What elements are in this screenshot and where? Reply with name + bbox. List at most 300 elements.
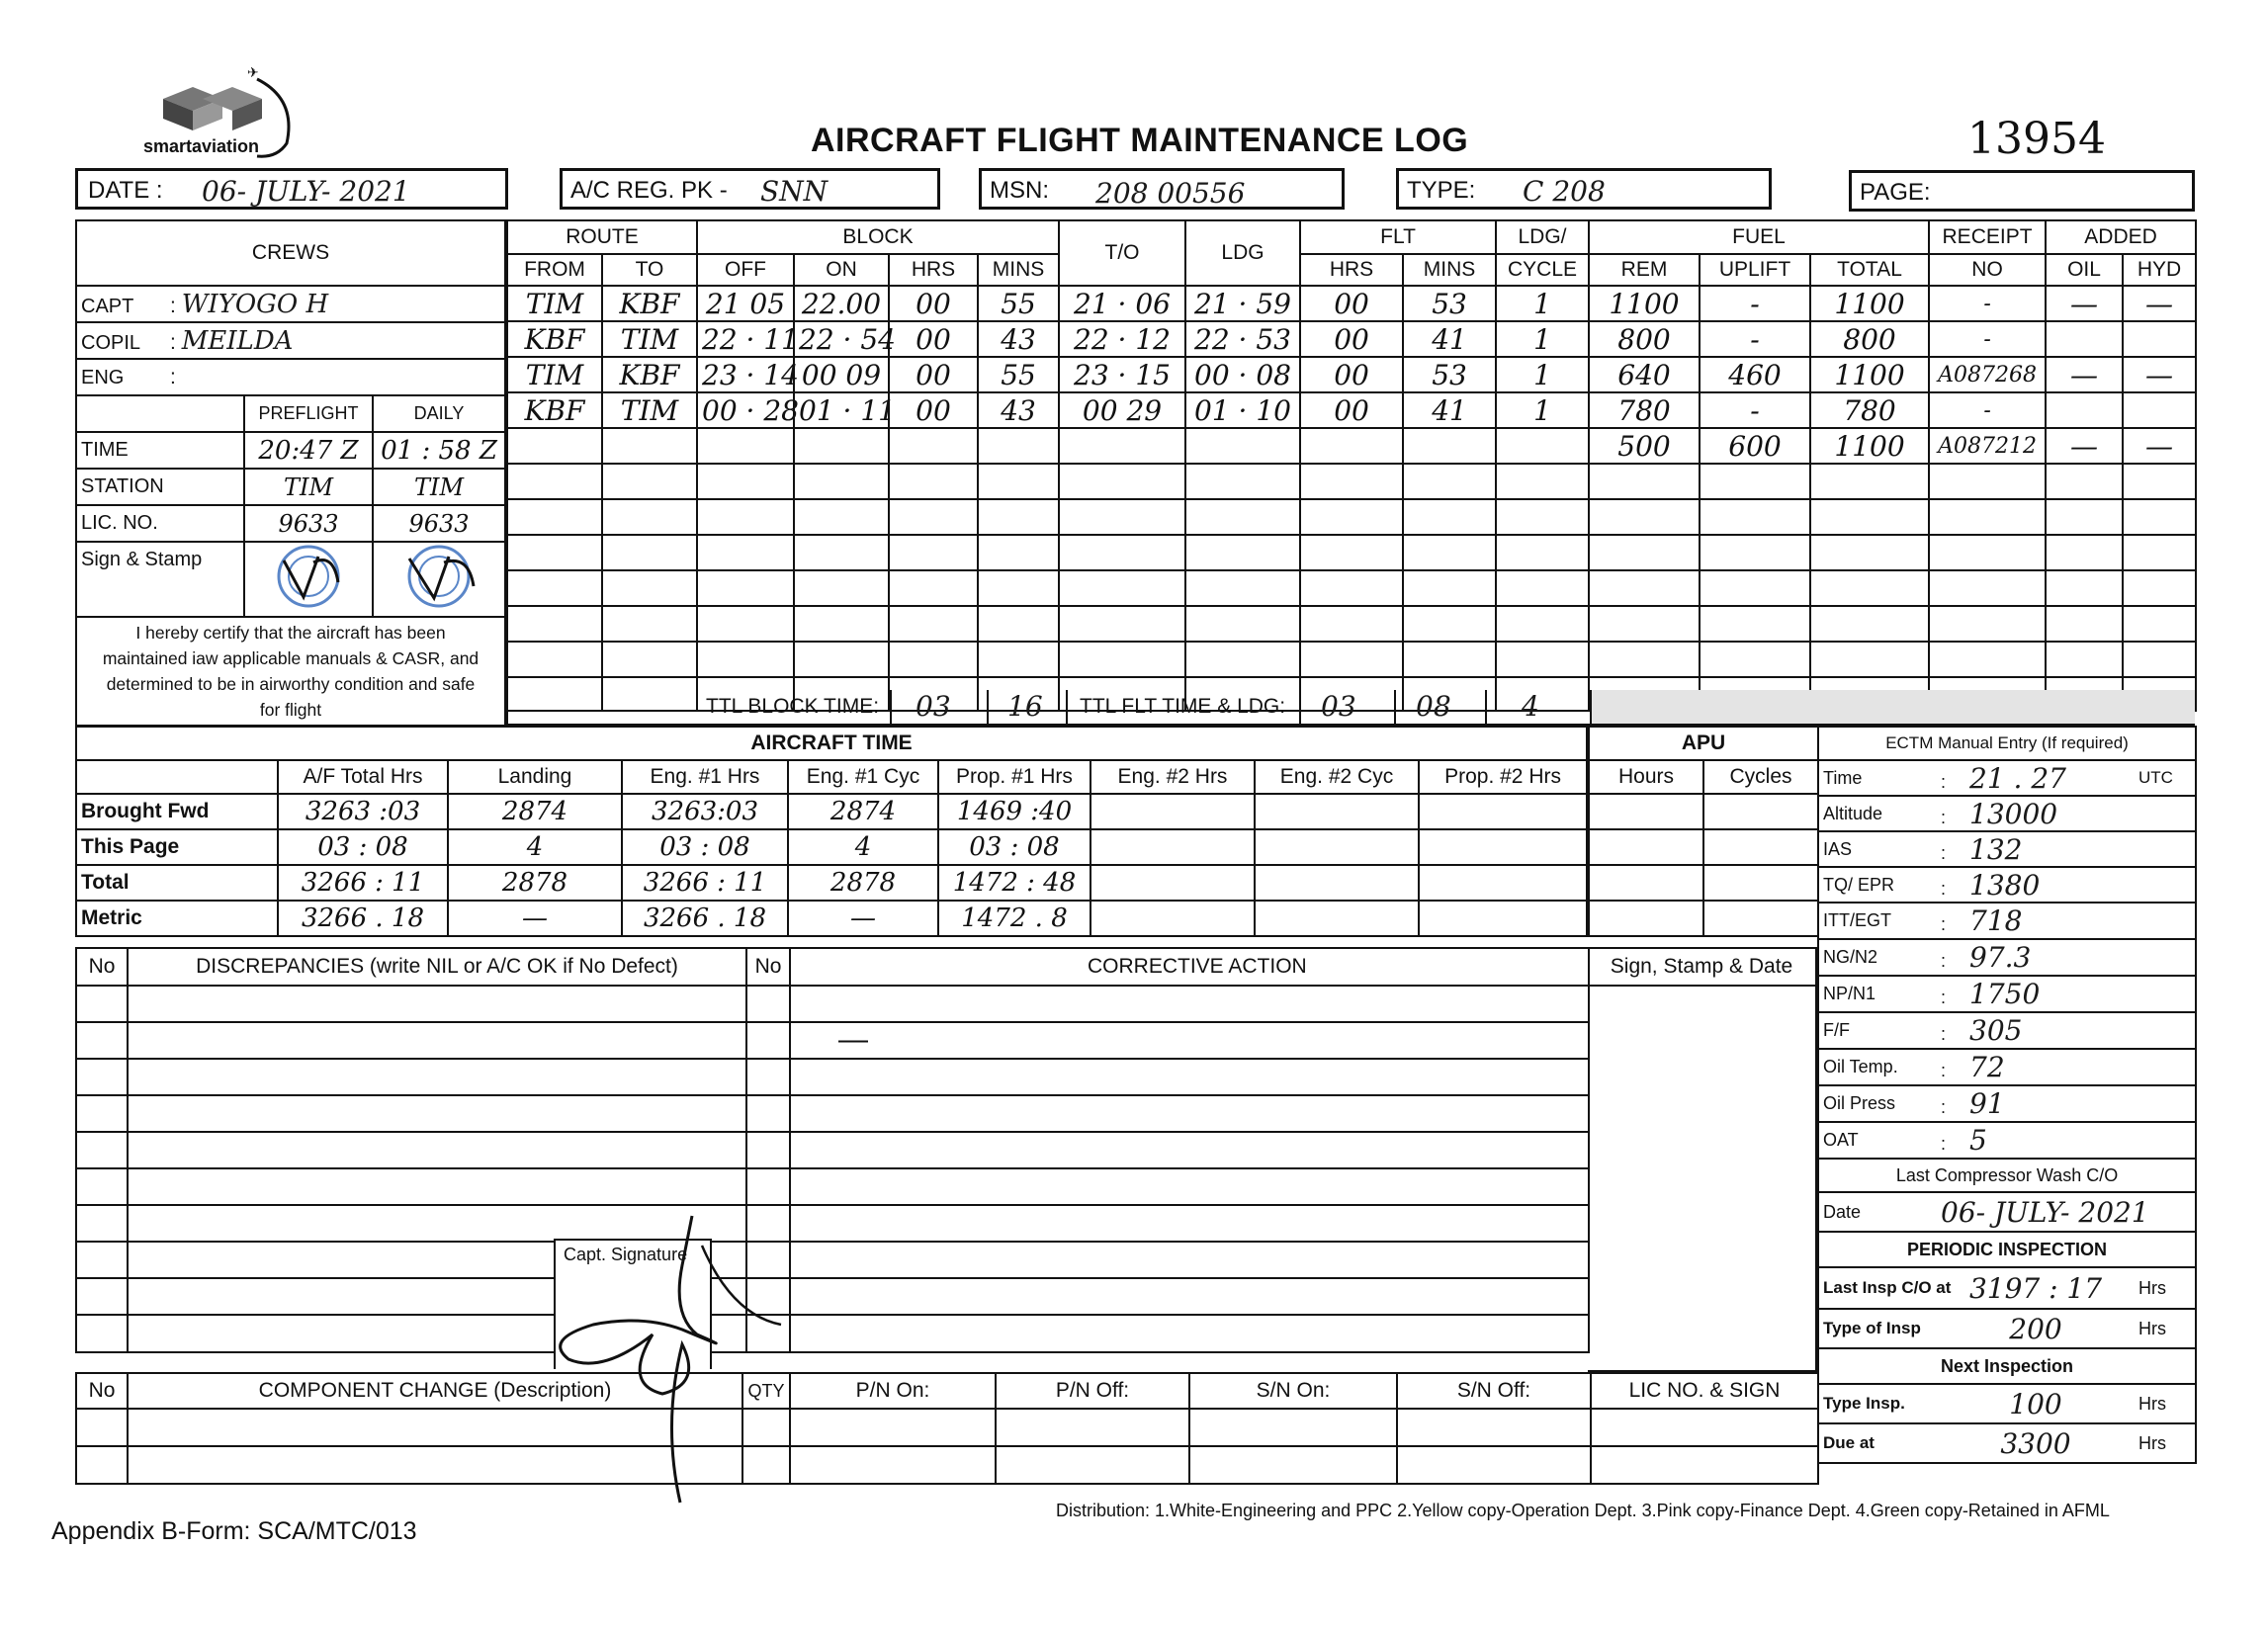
at-value: 03 : 08 <box>622 829 788 865</box>
ectm-unit <box>2135 831 2196 867</box>
flight-hrs <box>889 428 978 464</box>
disc-header: DISCREPANCIES (write NIL or A/C OK if No Defect) <box>128 948 746 986</box>
fuel-total: 780 <box>1810 392 1929 428</box>
next-type-unit: Hrs <box>2135 1384 2196 1423</box>
comp-header: COMPONENT CHANGE (Description) <box>128 1373 742 1409</box>
disc-cell <box>790 1205 1589 1242</box>
at-row-label: Brought Fwd <box>76 794 278 829</box>
apu-cell <box>1703 901 1818 936</box>
at-col-header: Eng. #1 Cyc <box>788 760 938 794</box>
fuel-total: 1100 <box>1810 357 1929 392</box>
ectm-extra-row <box>1818 1384 2196 1423</box>
sn-on-header: S/N On: <box>1189 1373 1397 1409</box>
blank-cell <box>76 760 278 794</box>
flight-on: 01 · 11 <box>794 392 889 428</box>
comp-cell <box>790 1409 996 1446</box>
ttl-flt-hrs: 03 <box>1321 690 1356 723</box>
comp-cell <box>996 1409 1189 1446</box>
receipt-header-2: NO <box>1929 254 2046 286</box>
ectm-value-cell <box>1937 760 2135 796</box>
page-label: PAGE: <box>1860 179 1931 206</box>
at-value: 1472 . 8 <box>938 901 1090 936</box>
fuel-uplift: - <box>1700 321 1810 357</box>
flight-flt-hrs <box>1300 535 1403 570</box>
apu-cell <box>1703 794 1818 829</box>
flight-from <box>507 535 602 570</box>
fuel-oil <box>2046 392 2123 428</box>
at-col-header: Prop. #1 Hrs <box>938 760 1090 794</box>
comp-cell <box>1591 1446 1818 1484</box>
flight-on: 00 09 <box>794 357 889 392</box>
flight-ldg <box>1185 570 1300 606</box>
disc-cell <box>76 1132 128 1168</box>
flight-ldg <box>1185 428 1300 464</box>
type-insp-unit: Hrs <box>2135 1309 2196 1348</box>
at-value: 3266 . 18 <box>622 901 788 936</box>
ectm-extra-row <box>1818 1348 2196 1384</box>
disc-no-header: No <box>76 948 128 986</box>
hyd-header: HYD <box>2123 254 2196 286</box>
at-value: 2878 <box>788 865 938 901</box>
fuel-receipt: A087268 <box>1929 357 2046 392</box>
crew-eng-label: ENG <box>81 367 125 388</box>
disc-cell <box>746 986 790 1022</box>
disc-cell <box>76 986 128 1022</box>
flight-hrs <box>889 606 978 642</box>
ectm-unit <box>2135 1012 2196 1049</box>
ectm-value: 1750 <box>1969 978 2041 1010</box>
flight-row <box>507 464 1589 499</box>
flight-cycle <box>1496 464 1589 499</box>
flight-off <box>697 570 794 606</box>
comp-cell <box>128 1446 742 1484</box>
at-col-header: Prop. #2 Hrs <box>1419 760 1587 794</box>
ectm-colon: : <box>1941 807 1947 827</box>
flight-cycle <box>1496 570 1589 606</box>
fuel-rem: 1100 <box>1589 286 1700 321</box>
serial-number: 13954 <box>1967 114 2106 164</box>
ectm-unit <box>2135 867 2196 903</box>
flight-flt-hrs: 00 <box>1300 357 1403 392</box>
fuel-oil: — <box>2046 286 2123 321</box>
msn-value: 208 00556 <box>1095 177 1246 210</box>
flight-flt-mins: 41 <box>1403 392 1496 428</box>
uplift-header: UPLIFT <box>1700 254 1810 286</box>
disc-cell <box>76 1095 128 1132</box>
page-field <box>1849 170 2195 212</box>
flight-from: KBF <box>507 392 602 428</box>
ectm-value-cell <box>1937 939 2135 976</box>
at-value <box>1255 794 1419 829</box>
corrective-header-cell <box>790 948 1589 986</box>
fuel-rem: 500 <box>1589 428 1700 464</box>
ttl-flt-mins: 08 <box>1416 690 1451 723</box>
added-header: ADDED <box>2046 220 2196 254</box>
flight-mins <box>978 535 1059 570</box>
at-value <box>1419 794 1587 829</box>
block-hrs-header: HRS <box>889 254 978 286</box>
ectm-colon: : <box>1941 1024 1947 1044</box>
logo <box>143 64 316 163</box>
flight-to-time <box>1059 499 1185 535</box>
flight-to-time: 21 · 06 <box>1059 286 1185 321</box>
ectm-row <box>1818 796 2196 831</box>
last-insp-value: 3197 : 17 <box>1937 1267 2135 1309</box>
fuel-row <box>1589 570 2196 606</box>
flight-from: TIM <box>507 286 602 321</box>
wash-date-label: Date <box>1818 1192 1937 1232</box>
crew-capt-row: CAPT : WIYOGO H <box>76 286 505 322</box>
at-row <box>76 794 1587 829</box>
flight-flt-mins: 53 <box>1403 286 1496 321</box>
ectm-extra-row <box>1818 1232 2196 1267</box>
ectm-unit <box>2135 1085 2196 1122</box>
crew-copil-value: MEILDA <box>181 325 294 356</box>
at-value: 3263:03 <box>622 794 788 829</box>
at-value: 2874 <box>788 794 938 829</box>
flight-to-time <box>1059 535 1185 570</box>
fuel-hyd <box>2123 321 2196 357</box>
flight-flt-hrs <box>1300 464 1403 499</box>
flight-to <box>602 570 697 606</box>
fuel-total <box>1810 464 1929 499</box>
flight-off: 00 · 28 <box>697 392 794 428</box>
flight-off <box>697 642 794 677</box>
flight-to <box>602 499 697 535</box>
time-daily: 01 : 58 Z <box>373 432 505 469</box>
fuel-row <box>1589 606 2196 642</box>
date-label: DATE : <box>88 177 163 204</box>
flight-hrs: 00 <box>889 357 978 392</box>
aircraft-time-title: AIRCRAFT TIME <box>76 727 1587 760</box>
flight-hrs <box>889 464 978 499</box>
ectm-extra-row <box>1818 1423 2196 1463</box>
sign-label: Sign & Stamp <box>76 542 244 617</box>
flight-on: 22 · 54 <box>794 321 889 357</box>
fuel-hyd <box>2123 606 2196 642</box>
at-value <box>1090 901 1255 936</box>
flight-mins <box>978 499 1059 535</box>
disc-cell <box>790 1315 1589 1352</box>
flight-flt-mins <box>1403 499 1496 535</box>
type-insp-label: Type of Insp <box>1818 1309 1937 1348</box>
fuel-receipt <box>1929 535 2046 570</box>
flight-flt-hrs <box>1300 570 1403 606</box>
flt-hrs-header: HRS <box>1300 254 1403 286</box>
ldg-header: LDG <box>1185 220 1300 286</box>
flight-flt-mins <box>1403 642 1496 677</box>
ectm-title: ECTM Manual Entry (If required) <box>1818 727 2196 760</box>
disc-cell <box>128 1059 746 1095</box>
flight-hrs <box>889 570 978 606</box>
last-insp-label: Last Insp C/O at <box>1818 1267 1937 1309</box>
at-row-label: This Page <box>76 829 278 865</box>
fuel-oil: — <box>2046 357 2123 392</box>
flight-off <box>697 535 794 570</box>
at-value <box>1255 901 1419 936</box>
flight-ldg: 22 · 53 <box>1185 321 1300 357</box>
disc-row <box>76 1242 1589 1278</box>
flt-header: FLT <box>1300 220 1496 254</box>
disc-row <box>76 1315 1589 1352</box>
fuel-rem: 800 <box>1589 321 1700 357</box>
fuel-rem <box>1589 642 1700 677</box>
ectm-row <box>1818 903 2196 939</box>
time-label: TIME <box>76 432 244 469</box>
flight-to <box>602 606 697 642</box>
disc-cell <box>746 1022 790 1059</box>
flight-to: TIM <box>602 392 697 428</box>
at-value: 2878 <box>448 865 622 901</box>
ectm-row <box>1818 939 2196 976</box>
disc-cell <box>76 1022 128 1059</box>
flight-mins <box>978 464 1059 499</box>
at-col-header: A/F Total Hrs <box>278 760 448 794</box>
at-value <box>1419 829 1587 865</box>
comp-cell <box>76 1409 128 1446</box>
comp-cell <box>996 1446 1189 1484</box>
ectm-label: IAS <box>1818 831 1937 867</box>
fuel-hyd <box>2123 392 2196 428</box>
lic-preflight: 9633 <box>244 505 373 542</box>
lic-label: LIC. NO. <box>76 505 244 542</box>
at-value: 4 <box>448 829 622 865</box>
block-mins-header: MINS <box>978 254 1059 286</box>
flight-mins <box>978 642 1059 677</box>
ectm-unit <box>2135 903 2196 939</box>
comp-cell <box>76 1446 128 1484</box>
off-header: OFF <box>697 254 794 286</box>
fuel-rem <box>1589 499 1700 535</box>
fuel-oil <box>2046 606 2123 642</box>
capt-signature-label: Capt. Signature <box>564 1245 688 1264</box>
fuel-rem: 780 <box>1589 392 1700 428</box>
flight-hrs: 00 <box>889 321 978 357</box>
fuel-oil <box>2046 642 2123 677</box>
flight-cycle: 1 <box>1496 357 1589 392</box>
ectm-value-cell <box>1937 831 2135 867</box>
ectm-value-cell <box>1937 1085 2135 1122</box>
comp-cell <box>1397 1446 1591 1484</box>
fuel-row <box>1589 535 2196 570</box>
comp-cell <box>742 1409 790 1446</box>
flight-mins: 55 <box>978 357 1059 392</box>
disc-cell <box>746 1095 790 1132</box>
ectm-extra-row <box>1818 1309 2196 1348</box>
fuel-row <box>1589 428 2196 464</box>
at-value: 3266 . 18 <box>278 901 448 936</box>
flight-flt-hrs: 00 <box>1300 392 1403 428</box>
from-header: FROM <box>507 254 602 286</box>
flight-on <box>794 464 889 499</box>
fuel-total: 1100 <box>1810 286 1929 321</box>
flight-off: 21 05 <box>697 286 794 321</box>
comp-cell <box>742 1446 790 1484</box>
flight-from: KBF <box>507 321 602 357</box>
flight-flt-hrs <box>1300 499 1403 535</box>
next-type-value: 100 <box>1937 1384 2135 1423</box>
date-value: 06- JULY- 2021 <box>202 175 410 208</box>
disc-cell <box>128 986 746 1022</box>
flight-flt-mins <box>1403 606 1496 642</box>
at-value: 1472 : 48 <box>938 865 1090 901</box>
ectm-row <box>1818 1049 2196 1085</box>
ectm-extra-row <box>1818 1192 2196 1232</box>
ectm-value-cell <box>1937 1012 2135 1049</box>
ectm-unit <box>2135 1122 2196 1159</box>
flight-from <box>507 499 602 535</box>
fuel-receipt: - <box>1929 392 2046 428</box>
apu-cycles-header: Cycles <box>1703 760 1818 794</box>
ectm-extra-row <box>1818 1159 2196 1192</box>
ectm-unit <box>2135 976 2196 1012</box>
ectm-unit <box>2135 1049 2196 1085</box>
ectm-value: 13000 <box>1969 797 2058 830</box>
corrective-header: CORRECTIVE ACTION <box>1088 955 1307 978</box>
disc-cell <box>128 1022 746 1059</box>
total-header: TOTAL <box>1810 254 1929 286</box>
sign-stamp-col <box>1588 947 1817 1372</box>
flight-cycle: 1 <box>1496 392 1589 428</box>
fuel-uplift <box>1700 535 1810 570</box>
ectm-colon: : <box>1941 842 1947 863</box>
at-col-header: Eng. #1 Hrs <box>622 760 788 794</box>
at-value: — <box>788 901 938 936</box>
flight-flt-mins: 53 <box>1403 357 1496 392</box>
ectm-unit <box>2135 939 2196 976</box>
ectm-value: 21 . 27 <box>1969 761 2066 795</box>
discrepancies-table <box>75 947 1590 1353</box>
flight-to: KBF <box>602 286 697 321</box>
lic-daily: 9633 <box>373 505 505 542</box>
flight-row <box>507 428 1589 464</box>
svg-text:✈: ✈ <box>247 64 259 80</box>
flight-on: 22.00 <box>794 286 889 321</box>
flight-to: KBF <box>602 357 697 392</box>
at-value <box>1090 829 1255 865</box>
route-header: ROUTE <box>507 220 697 254</box>
ectm-value: 305 <box>1969 1014 2023 1047</box>
flight-to-time <box>1059 428 1185 464</box>
ttl-ldg-cell <box>1485 690 1592 724</box>
daily-header: DAILY <box>373 395 505 432</box>
flight-to <box>602 428 697 464</box>
disc-cell <box>76 1168 128 1205</box>
fuel-receipt <box>1929 499 2046 535</box>
fuel-uplift <box>1700 464 1810 499</box>
at-row <box>76 829 1587 865</box>
corrective-dash: — <box>838 1023 868 1056</box>
flight-ldg: 00 · 08 <box>1185 357 1300 392</box>
due-unit: Hrs <box>2135 1423 2196 1463</box>
on-header: ON <box>794 254 889 286</box>
reg-value: SNN <box>760 175 829 208</box>
date-field <box>75 168 508 210</box>
ectm-row <box>1818 760 2196 796</box>
disc-cell <box>76 1205 128 1242</box>
to-route-header: TO <box>602 254 697 286</box>
at-value <box>1090 865 1255 901</box>
aircraft-time-table <box>75 726 1588 937</box>
station-preflight: TIM <box>244 469 373 505</box>
at-value <box>1255 865 1419 901</box>
fuel-row <box>1589 464 2196 499</box>
fuel-hyd <box>2123 535 2196 570</box>
flight-off: 23 · 14 <box>697 357 794 392</box>
fuel-hyd: — <box>2123 286 2196 321</box>
disc-cell <box>790 1242 1589 1278</box>
at-value: 03 : 08 <box>938 829 1090 865</box>
msn-field <box>979 168 1345 210</box>
flight-mins <box>978 606 1059 642</box>
flight-mins: 55 <box>978 286 1059 321</box>
disc-cell <box>128 1132 746 1168</box>
disc-row <box>76 986 1589 1022</box>
fuel-total <box>1810 499 1929 535</box>
ttl-flt-label: TTL FLT TIME & LDG: <box>1080 695 1286 718</box>
flight-cycle: 1 <box>1496 321 1589 357</box>
apu-title: APU <box>1589 727 1818 760</box>
flight-row <box>507 570 1589 606</box>
type-value: C 208 <box>1523 175 1606 208</box>
certify-line: for flight <box>259 700 322 720</box>
at-value: 03 : 08 <box>278 829 448 865</box>
fuel-total: 1100 <box>1810 428 1929 464</box>
disc-row <box>76 1132 1589 1168</box>
flight-row <box>507 286 1589 321</box>
ectm-value: 97.3 <box>1969 941 2032 974</box>
ectm-colon: : <box>1941 771 1947 792</box>
apu-hours-header: Hours <box>1589 760 1703 794</box>
comp-cell <box>790 1446 996 1484</box>
flight-to-time <box>1059 642 1185 677</box>
fuel-hyd: — <box>2123 357 2196 392</box>
ectm-label: ITT/EGT <box>1818 903 1937 939</box>
fuel-hyd <box>2123 499 2196 535</box>
fuel-uplift: - <box>1700 392 1810 428</box>
flight-flt-hrs: 00 <box>1300 321 1403 357</box>
fuel-header: FUEL <box>1589 220 1929 254</box>
fuel-oil <box>2046 535 2123 570</box>
flight-off: 22 · 11 <box>697 321 794 357</box>
fuel-row <box>1589 499 2196 535</box>
disc-cell <box>790 1059 1589 1095</box>
flight-hrs <box>889 535 978 570</box>
fuel-hyd <box>2123 642 2196 677</box>
ectm-row <box>1818 1012 2196 1049</box>
lic-sign-header: LIC NO. & SIGN <box>1591 1373 1818 1409</box>
ectm-colon: : <box>1941 914 1947 934</box>
ectm-row <box>1818 831 2196 867</box>
disc-row <box>76 1095 1589 1132</box>
ectm-row <box>1818 1085 2196 1122</box>
at-row <box>76 901 1587 936</box>
flight-cycle <box>1496 606 1589 642</box>
flight-ldg <box>1185 606 1300 642</box>
preflight-stamp <box>244 542 373 617</box>
flight-ldg <box>1185 499 1300 535</box>
at-value: — <box>448 901 622 936</box>
at-row-label: Total <box>76 865 278 901</box>
flight-row <box>507 499 1589 535</box>
disc-cell <box>76 1278 128 1315</box>
flight-on <box>794 606 889 642</box>
ectm-colon: : <box>1941 1097 1947 1117</box>
ectm-row <box>1818 976 2196 1012</box>
flight-row <box>507 535 1589 570</box>
ectm-colon: : <box>1941 1134 1947 1154</box>
flight-to-time <box>1059 464 1185 499</box>
